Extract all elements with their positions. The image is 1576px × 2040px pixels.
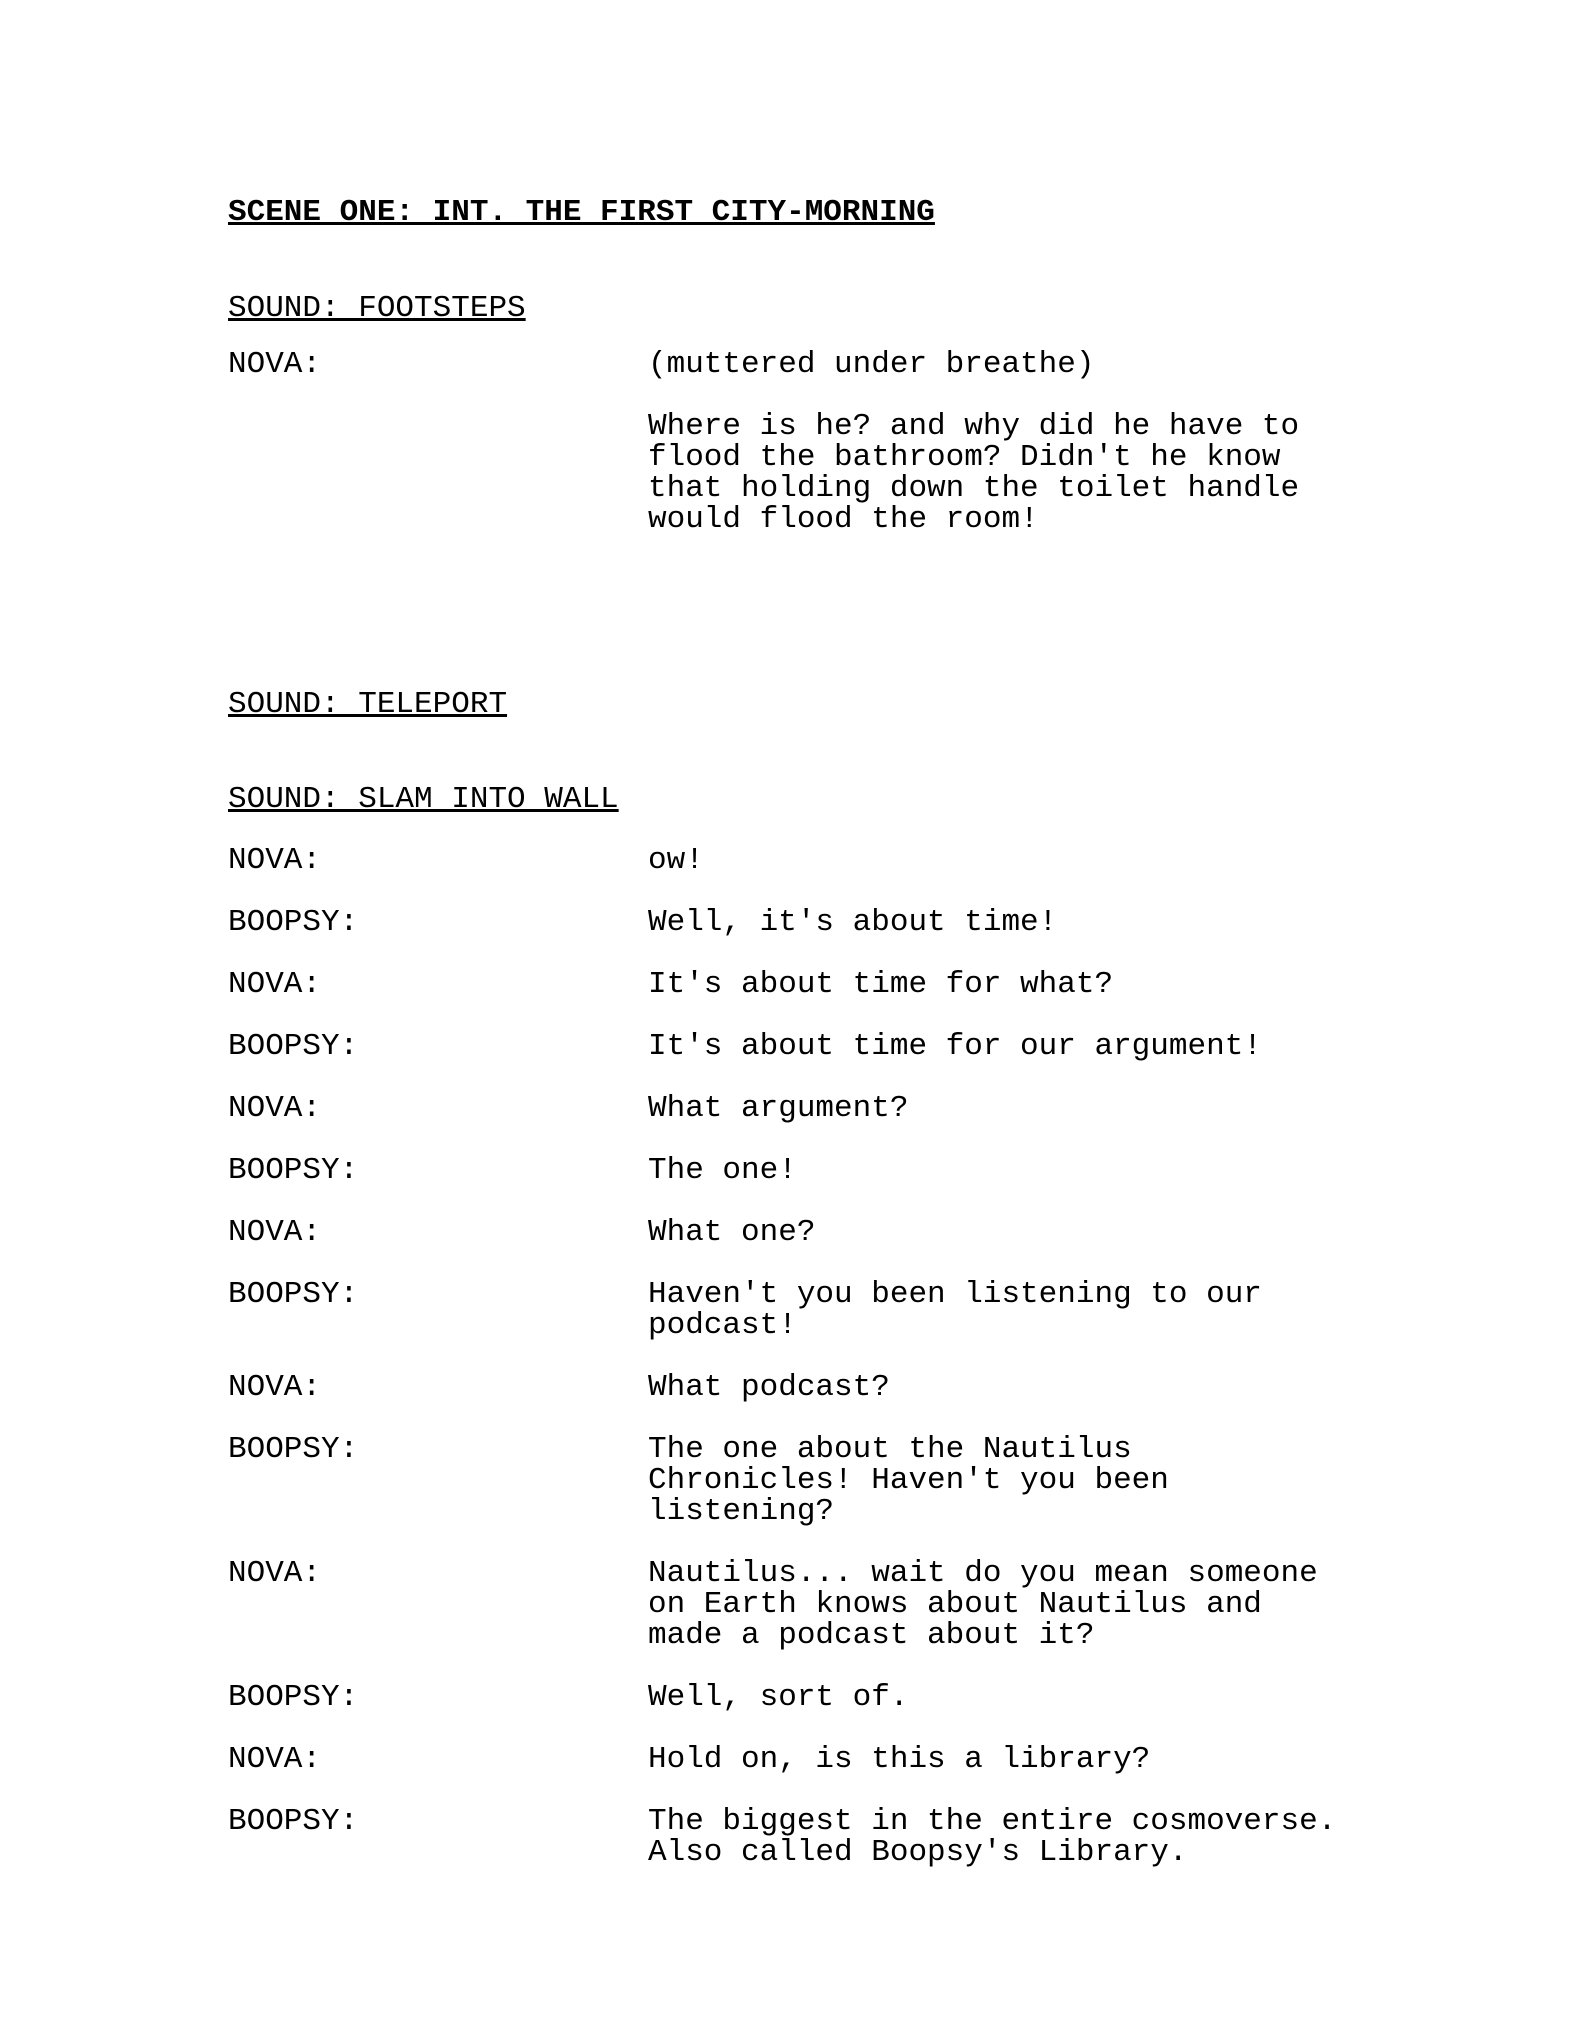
dialogue-line: flood the bathroom? Didn't he know: [648, 440, 1281, 475]
dialogue-line: that holding down the toilet handle: [648, 471, 1300, 506]
speaker-name: BOOPSY:: [228, 1432, 359, 1467]
dialogue-line: It's about time for what?: [648, 967, 1114, 1002]
dialogue-line: What argument?: [648, 1091, 909, 1126]
parenthetical-line: (muttered under breathe): [648, 347, 1095, 382]
sound-cue: [228, 784, 1516, 815]
dialogue-text: [648, 1279, 1408, 1341]
dialogue-line: podcast!: [648, 1308, 797, 1343]
dialogue-text: [648, 1031, 1408, 1062]
dialogue-line: Well, it's about time!: [648, 905, 1058, 940]
dialogue-line: Chronicles! Haven't you been: [648, 1463, 1169, 1498]
sound-cue-text: SOUND: SLAM INTO WALL: [228, 782, 619, 817]
dialogue-text: [648, 907, 1408, 938]
dialogue-text: [648, 845, 1408, 876]
dialogue-line: ow!: [648, 843, 704, 878]
sound-cue: [228, 689, 1516, 720]
dialogue-text: [648, 1093, 1408, 1124]
dialogue-text: [648, 1558, 1408, 1651]
speaker-name: NOVA:: [228, 1370, 322, 1405]
dialogue-text: [648, 349, 1408, 535]
dialogue-text: [648, 1372, 1408, 1403]
dialogue-line: What one?: [648, 1215, 816, 1250]
dialogue-text: [648, 1744, 1408, 1775]
dialogue-line: It's about time for our argument!: [648, 1029, 1262, 1064]
dialogue-line: Hold on, is this a library?: [648, 1742, 1151, 1777]
dialogue-text: [648, 969, 1408, 1000]
speaker-name: BOOPSY:: [228, 1680, 359, 1715]
speaker-name: BOOPSY:: [228, 905, 359, 940]
scene-heading-text: SCENE ONE: INT. THE FIRST CITY-MORNING: [228, 195, 935, 230]
dialogue-line: made a podcast about it?: [648, 1618, 1095, 1653]
speaker-name: NOVA:: [228, 1215, 322, 1250]
dialogue-line: Where is he? and why did he have to: [648, 409, 1300, 444]
speaker-name: NOVA:: [228, 347, 322, 382]
speaker-name: BOOPSY:: [228, 1029, 359, 1064]
speaker-name: NOVA:: [228, 1091, 322, 1126]
dialogue-line: What podcast?: [648, 1370, 890, 1405]
speaker-name: BOOPSY:: [228, 1804, 359, 1839]
speaker-name: BOOPSY:: [228, 1153, 359, 1188]
speaker-name: BOOPSY:: [228, 1277, 359, 1312]
dialogue-text: [648, 1434, 1408, 1527]
dialogue-line: The biggest in the entire cosmoverse.: [648, 1804, 1337, 1839]
dialogue-text: [648, 1682, 1408, 1713]
sound-cue: [228, 293, 1516, 324]
speaker-name: NOVA:: [228, 1742, 322, 1777]
sound-cue-text: SOUND: TELEPORT: [228, 687, 508, 722]
dialogue-line: on Earth knows about Nautilus and: [648, 1587, 1262, 1622]
dialogue-text: [648, 1217, 1408, 1248]
dialogue-line: The one about the Nautilus: [648, 1432, 1132, 1467]
speaker-name: NOVA:: [228, 967, 322, 1002]
dialogue-text: [648, 1806, 1408, 1868]
dialogue-line: listening?: [648, 1494, 835, 1529]
speaker-name: NOVA:: [228, 1556, 322, 1591]
speaker-name: NOVA:: [228, 843, 322, 878]
dialogue-line: The one!: [648, 1153, 797, 1188]
dialogue-line: Well, sort of.: [648, 1680, 909, 1715]
dialogue-line: Nautilus... wait do you mean someone: [648, 1556, 1318, 1591]
dialogue-line: would flood the room!: [648, 502, 1039, 537]
scene-heading: [228, 197, 1516, 228]
sound-cue-text: SOUND: FOOTSTEPS: [228, 291, 526, 326]
dialogue-text: [648, 1155, 1408, 1186]
blank-line: [648, 380, 1408, 411]
dialogue-line: Haven't you been listening to our: [648, 1277, 1262, 1312]
dialogue-line: Also called Boopsy's Library.: [648, 1835, 1188, 1870]
